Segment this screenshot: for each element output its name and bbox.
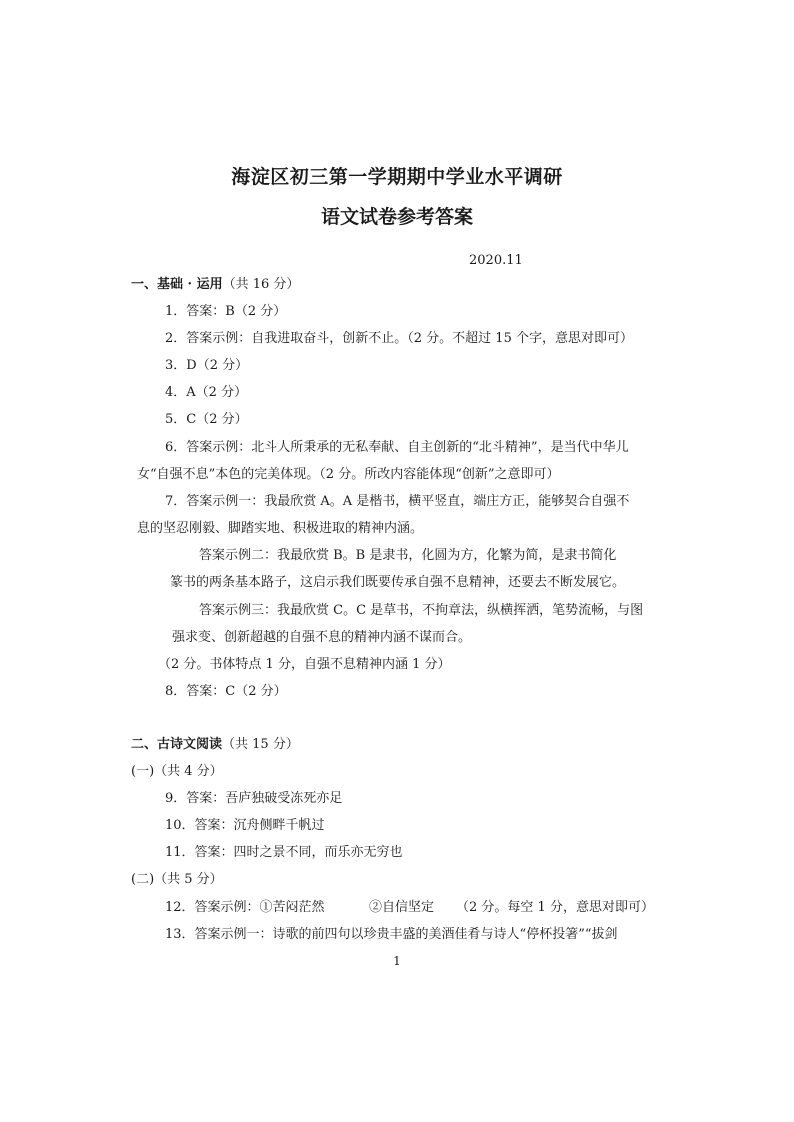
section1-heading bbox=[131, 278, 299, 291]
answer-line: 强求变、创新超越的自强不息的精神内涵不谋而合。 bbox=[172, 630, 472, 645]
answer-line: 11．答案：四时之景不同，而乐亦无穷也 bbox=[165, 845, 403, 860]
document-subtitle: 语文试卷参考答案 bbox=[320, 206, 473, 228]
part1-heading: (一)（共 4 分） bbox=[131, 764, 223, 779]
answer-line: 2．答案示例：自我进取奋斗，创新不止。（2 分。不超过 15 个字，意思对即可） bbox=[165, 331, 633, 346]
answer-line: 5．C（2 分） bbox=[165, 412, 248, 427]
answer-line: 3．D（2 分） bbox=[165, 358, 249, 373]
answer-line: 9．答案：吾庐独破受冻死亦足 bbox=[165, 791, 343, 806]
section2-heading bbox=[131, 738, 299, 751]
document-title: 海淀区初三第一学期期中学业水平调研 bbox=[231, 166, 563, 188]
answer-line: 篆书的两条基本路子，这启示我们既要传承自强不息精神，还要去不断发展它。 bbox=[170, 575, 626, 590]
answer-line: 息的坚忍刚毅、脚踏实地、积极进取的精神内涵。 bbox=[137, 521, 424, 536]
answer-line: 12．答案示例：①苦闷茫然 bbox=[165, 900, 325, 915]
answer-line: 13．答案示例一：诗歌的前四句以珍贵丰盛的美酒佳肴与诗人“停杯投箸”“拔剑 bbox=[165, 927, 618, 942]
answer-line: 女“自强不息”本色的完美体现。（2 分。所改内容能体现“创新”之意即可） bbox=[137, 467, 560, 482]
part2-heading: (二)（共 5 分） bbox=[131, 872, 223, 887]
answer-line: 4．A（2 分） bbox=[165, 385, 248, 400]
answer-line: 答案示例二：我最欣赏 B。B 是隶书，化圆为方，化繁为简，是隶书简化 bbox=[199, 548, 617, 563]
answer-line: 7．答案示例一：我最欣赏 A。A 是楷书，横平竖直，端庄方正，能够契合自强不 bbox=[165, 494, 630, 509]
document-date: 2020.11 bbox=[469, 253, 523, 268]
answer-line-note: （2 分。每空 1 分，意思对即可） bbox=[456, 900, 654, 915]
section2-title: 二、古诗文阅读 bbox=[131, 737, 223, 752]
page-number: 1 bbox=[393, 954, 401, 968]
section2-score: （共 15 分） bbox=[222, 737, 299, 752]
answer-line: 10．答案：沉舟侧畔千帆过 bbox=[165, 818, 325, 833]
answer-line: （2 分。书体特点 1 分，自强不息精神内涵 1 分） bbox=[158, 657, 451, 672]
answer-line: 1．答案：B（2 分） bbox=[165, 304, 287, 319]
answer-line: 答案示例三：我最欣赏 C。C 是草书，不拘章法，纵横挥洒，笔势流畅，与图 bbox=[199, 603, 644, 618]
section1-title: 一、基础 · 运用 bbox=[131, 277, 223, 292]
answer-line: 8．答案：C（2 分） bbox=[165, 684, 287, 699]
answer-line-second-blank: ②自信坚定 bbox=[369, 900, 435, 915]
answer-line: 6．答案示例：北斗人所秉承的无私奉献、自主创新的“北斗精神”，是当代中华儿 bbox=[165, 440, 629, 455]
section1-score: （共 16 分） bbox=[222, 277, 300, 292]
